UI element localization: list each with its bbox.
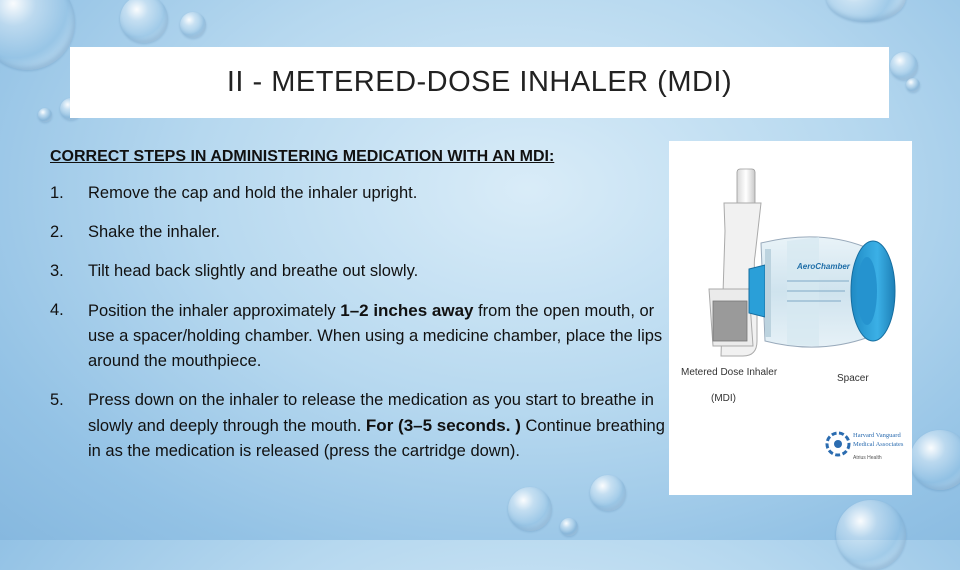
step-text (88, 388, 670, 464)
mdi-inhaler-shape (709, 169, 761, 356)
spacer-label: Spacer (837, 373, 869, 384)
step-emphasis: 1–2 inches away (340, 301, 474, 320)
step-number: 5. (50, 391, 64, 409)
harvard-vanguard-logo (827, 432, 904, 461)
step-emphasis: For (3–5 seconds. ) (365, 416, 521, 435)
list-item (50, 388, 670, 464)
list-item (50, 181, 670, 206)
steps-list (50, 181, 670, 478)
step-number: 1. (50, 184, 64, 202)
inhaler-spacer-photo (669, 141, 912, 495)
step-number: 2. (50, 223, 64, 241)
decorative-bubble (0, 0, 75, 70)
title-box (70, 47, 889, 118)
inhaler-illustration (669, 141, 912, 495)
decorative-bubble (180, 12, 206, 38)
decorative-bubble (38, 108, 52, 122)
list-item (50, 298, 670, 374)
list-item (50, 220, 670, 245)
logo-text-line1: Harvard Vanguard (853, 432, 901, 439)
step-text-part: from the open mouth, or use a spacer/holding chamber. When using a medicine chamber, place the lips around the mouthpiece. (88, 302, 663, 370)
step-number: 4. (50, 301, 64, 319)
step-text-part: Position the inhaler approximately (88, 302, 341, 320)
spacer-chamber-shape (749, 237, 895, 347)
decorative-bubble (890, 52, 918, 80)
logo-text-line2: Medical Associates (853, 441, 904, 448)
decorative-bubble (910, 430, 960, 490)
inhaler-label: Metered Dose Inhaler (681, 367, 778, 378)
step-number: 3. (50, 262, 64, 280)
list-item (50, 259, 670, 284)
decorative-bubble (120, 0, 168, 43)
decorative-bubble (836, 500, 906, 570)
logo-text-line3: Atrius Health (853, 455, 882, 461)
page-title: II - METERED-DOSE INHALER (MDI) (226, 66, 733, 98)
step-text-part: Press down on the inhaler to release the medication as you start to breathe in slowly and deeply through the mouth. (88, 391, 654, 435)
decorative-bubble (826, 0, 906, 22)
decorative-bubble (590, 475, 626, 511)
decorative-bubble (560, 518, 578, 536)
step-text: Tilt head back slightly and breathe out slowly. (88, 262, 419, 280)
step-text: Shake the inhaler. (88, 223, 221, 241)
decorative-bubble (906, 78, 920, 92)
steps-heading: CORRECT STEPS IN ADMINISTERING MEDICATION WITH AN MDI: (50, 148, 555, 165)
step-text: Remove the cap and hold the inhaler upright. (88, 184, 418, 202)
spacer-brand-label: AeroChamber (797, 262, 850, 271)
step-text (88, 298, 670, 374)
step-text-part: Continue breathing in as the medication is released (press the cartridge down). (88, 417, 665, 460)
inhaler-label-abbrev: (MDI) (711, 393, 736, 404)
decorative-bubble (508, 487, 552, 531)
